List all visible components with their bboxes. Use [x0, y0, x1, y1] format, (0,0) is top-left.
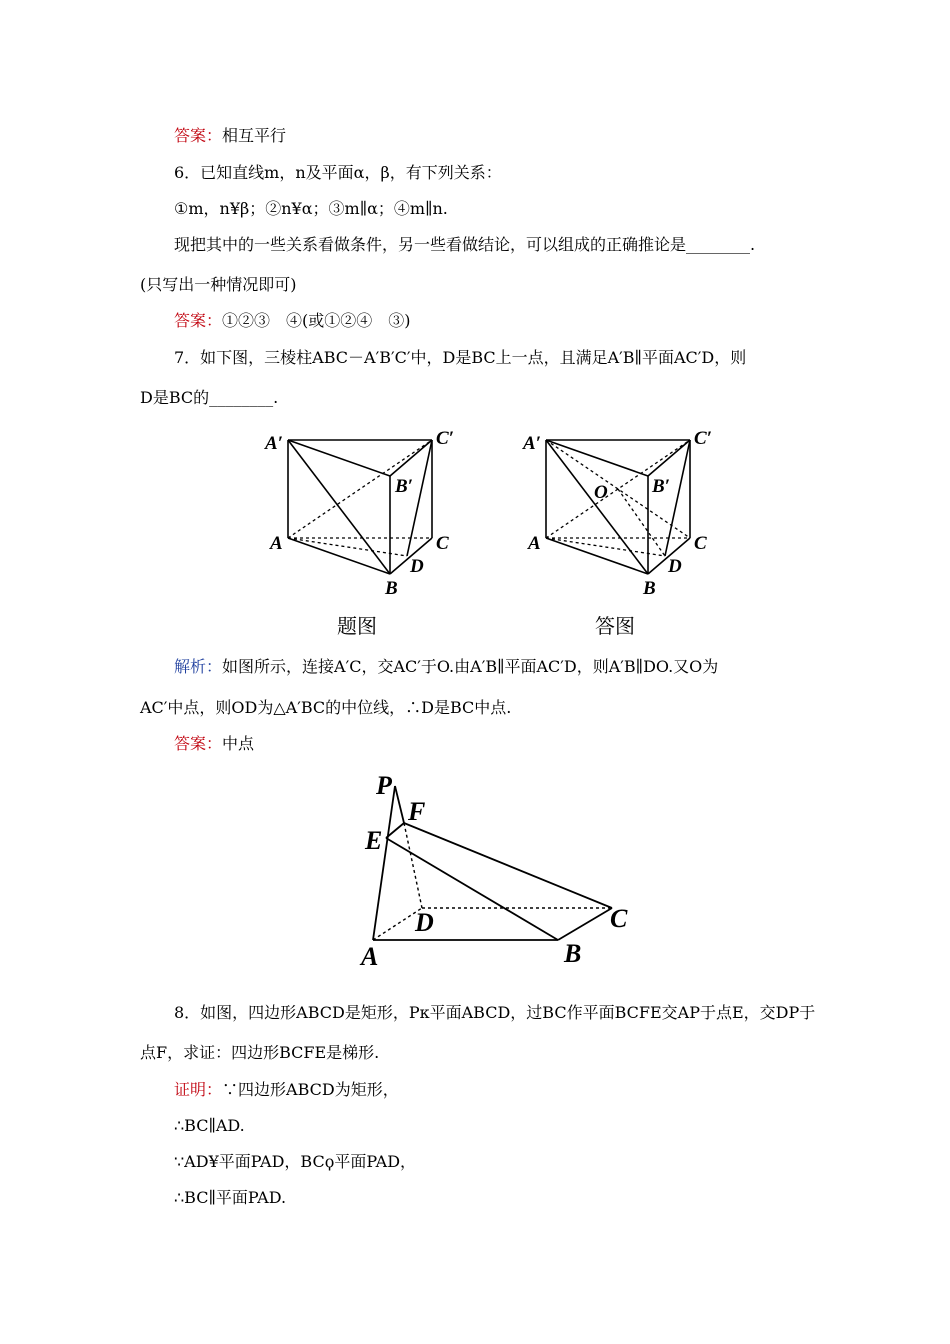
label-c: C	[694, 533, 707, 554]
q6-stem-line4: (只写出一种情况即可)	[140, 275, 297, 294]
analysis-label: 解析：	[174, 657, 223, 676]
q8-proof-line4: ∴BC∥平面PAD.	[174, 1188, 287, 1207]
prism-figure-question	[255, 425, 475, 605]
q6-stem-line2: ①m，n¥β；②n¥α；③m∥α；④m∥n.	[174, 199, 448, 218]
q7-answer	[174, 734, 254, 754]
analysis-text: 如图所示，连接A′C，交AC′于O.由A′B∥平面AC′D，则A′B∥DO.又O为	[222, 657, 719, 676]
label-a: A	[528, 533, 541, 554]
q6-answer	[174, 311, 411, 331]
q8-proof-line1	[174, 1080, 399, 1100]
q5-answer	[174, 126, 286, 146]
label-a1: A′	[265, 433, 284, 454]
q7-analysis-line2: AC′中点，则OD为△A′BC的中位线，∴D是BC中点.	[140, 698, 512, 717]
prism-figure-answer	[515, 425, 735, 605]
answer-label: 答案：	[174, 734, 223, 753]
answer-label: 答案：	[174, 311, 223, 330]
answer-text: 中点	[222, 734, 255, 753]
label-c: C	[610, 904, 628, 933]
q6-stem-line3: 现把其中的一些关系看做条件，另一些看做结论，可以组成的正确推论是________.	[174, 235, 756, 254]
q8-stem-line1: 8．如图，四边形ABCD是矩形，Pκ平面ABCD，过BC作平面BCFE交AP于点E，交DP于	[174, 1003, 816, 1022]
label-d: D	[668, 556, 682, 577]
label-b: B	[643, 578, 656, 599]
q7-analysis-line1	[174, 657, 718, 677]
answer-text: 相互平行	[222, 126, 287, 145]
proof-text: ∵四边形ABCD为矩形，	[222, 1080, 399, 1099]
answer-label: 答案：	[174, 126, 223, 145]
label-a: A	[361, 942, 379, 971]
proof-label: 证明：	[174, 1080, 223, 1099]
q8-stem-line2: 点F，求证：四边形BCFE是梯形.	[140, 1043, 380, 1062]
figure-caption-question: 题图	[337, 614, 377, 638]
label-d: D	[415, 908, 434, 937]
figure-caption-answer: 答图	[595, 614, 635, 638]
label-b1: B′	[395, 476, 414, 497]
label-c1: C′	[436, 428, 455, 449]
label-e: E	[365, 826, 383, 855]
q7-stem-line2: D是BC的________.	[140, 388, 279, 407]
q7-stem-line1: 7．如下图，三棱柱ABC－A′B′C′中，D是BC上一点，且满足A′B∥平面AC′D，则	[174, 348, 747, 367]
q8-proof-line2: ∴BC∥AD.	[174, 1116, 245, 1135]
label-o: O	[594, 482, 608, 503]
label-b: B	[564, 939, 582, 968]
label-d: D	[410, 556, 424, 577]
label-b: B	[385, 578, 398, 599]
label-f: F	[408, 797, 426, 826]
label-a: A	[270, 533, 283, 554]
q8-proof-line3: ∵AD¥平面PAD，BCϙ平面PAD，	[174, 1152, 417, 1171]
answer-text: ①②③ ④(或①②④ ③)	[222, 311, 411, 330]
label-c: C	[436, 533, 449, 554]
label-b1: B′	[652, 476, 671, 497]
q6-stem-line1: 6．已知直线m，n及平面α，β，有下列关系：	[174, 163, 502, 182]
label-a1: A′	[523, 433, 542, 454]
pyramid-figure	[355, 768, 645, 973]
label-p: P	[376, 771, 392, 800]
label-c1: C′	[694, 428, 713, 449]
